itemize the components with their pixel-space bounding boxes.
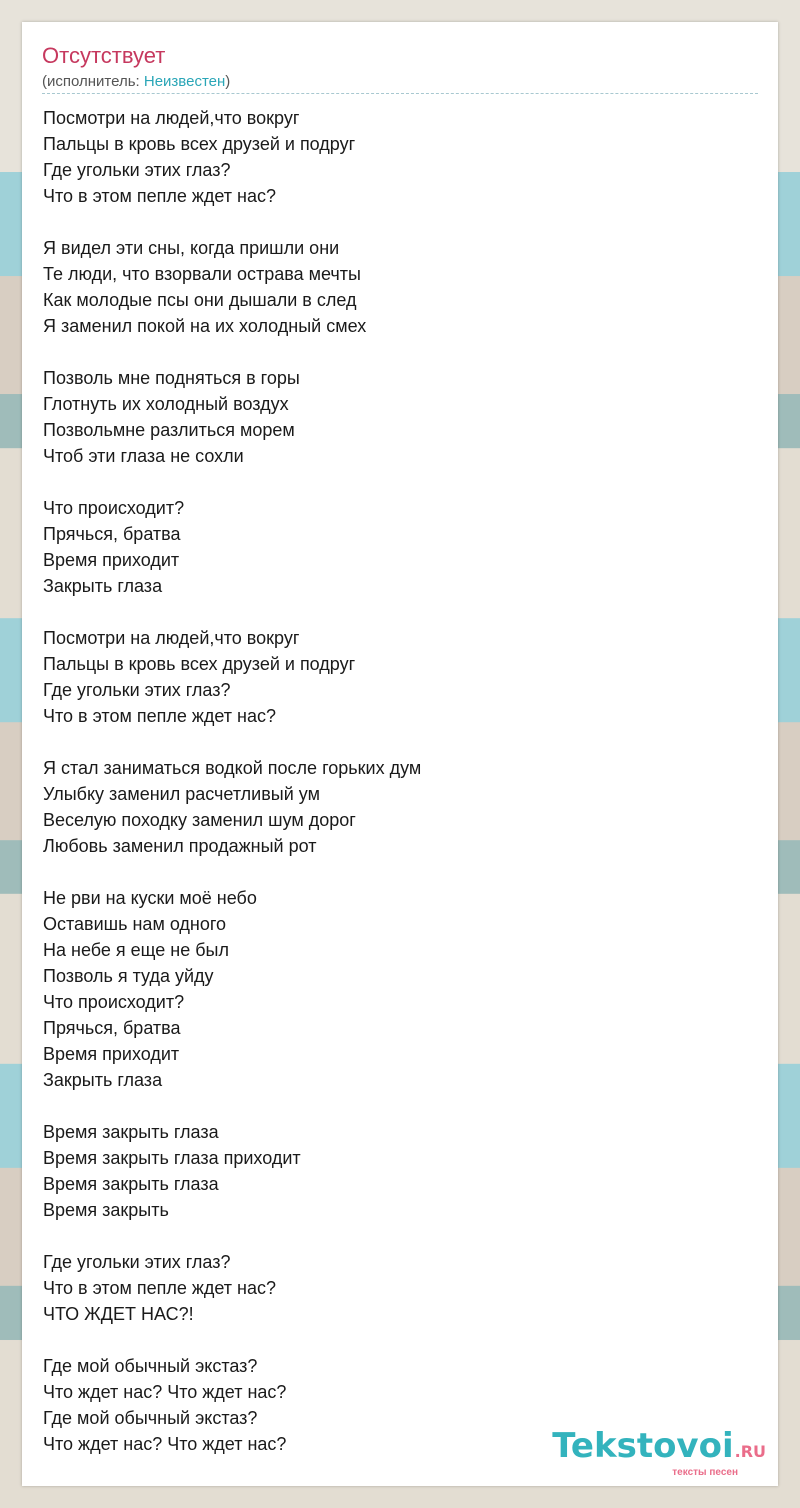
lyrics-line: Я видел эти сны, когда пришли они — [43, 238, 340, 258]
lyrics-line: Позвольмне разлиться морем — [43, 420, 295, 440]
lyrics-line: Где мой обычный экстаз? — [43, 1408, 258, 1428]
logo-tld: .RU — [734, 1442, 766, 1461]
lyrics-line: Время приходит — [43, 550, 180, 570]
lyrics-line: Где угольки этих глаз? — [43, 1252, 231, 1272]
logo-tagline: тексты песен — [672, 1467, 738, 1478]
lyrics-line: Пальцы в кровь всех друзей и подруг — [43, 654, 356, 674]
lyrics-line: Как молодые псы они дышали в след — [43, 290, 357, 310]
lyrics-line: Что в этом пепле ждет нас? — [43, 186, 277, 206]
lyrics-stanza — [43, 495, 421, 599]
lyrics-line: Время приходит — [43, 1044, 180, 1064]
lyrics-stanza — [43, 235, 421, 339]
logo-name: Tekstovoi — [552, 1426, 734, 1466]
lyrics-line: Прячься, братва — [43, 524, 181, 544]
lyrics-line: Я заменил покой на их холодный смех — [43, 316, 367, 336]
lyrics-line: Оставишь нам одного — [43, 914, 227, 934]
song-title: Отсутствует — [42, 43, 166, 68]
lyrics-line: Позволь мне подняться в горы — [43, 368, 300, 388]
lyrics-line: Время закрыть — [43, 1200, 169, 1220]
title-divider — [42, 93, 758, 94]
lyrics-line: Время закрыть глаза — [43, 1122, 219, 1142]
lyrics-line: Время закрыть глаза приходит — [43, 1148, 301, 1168]
site-logo[interactable] — [552, 1428, 766, 1478]
artist-link[interactable]: Неизвестен — [143, 73, 226, 90]
lyrics-line: Где угольки этих глаз? — [43, 680, 231, 700]
lyrics-line: Пальцы в кровь всех друзей и подруг — [43, 134, 356, 154]
lyrics-line: Где угольки этих глаз? — [43, 160, 231, 180]
lyrics-line: Что ждет нас? Что ждет нас? — [43, 1434, 287, 1454]
performer-prefix: (исполнитель: — [42, 73, 144, 90]
lyrics-line: Где мой обычный экстаз? — [43, 1356, 258, 1376]
lyrics-line: Прячься, братва — [43, 1018, 181, 1038]
lyrics-card — [22, 22, 778, 1486]
logo-wordmark — [552, 1428, 766, 1470]
lyrics-line: Я стал заниматься водкой после горьких дум — [43, 758, 422, 778]
lyrics-line: Те люди, что взорвали острава мечты — [43, 264, 361, 284]
lyrics-text — [43, 105, 421, 1483]
lyrics-line: Посмотри на людей,что вокруг — [43, 108, 300, 128]
lyrics-line: Посмотри на людей,что вокруг — [43, 628, 300, 648]
lyrics-line: ЧТО ЖДЕТ НАС?! — [43, 1304, 194, 1324]
lyrics-stanza — [43, 625, 421, 729]
lyrics-line: Закрыть глаза — [43, 576, 163, 596]
lyrics-line: Что в этом пепле ждет нас? — [43, 706, 277, 726]
lyrics-line: Что происходит? — [43, 992, 185, 1012]
lyrics-line: Веселую походку заменил шум дорог — [43, 810, 356, 830]
lyrics-line: Что происходит? — [43, 498, 185, 518]
lyrics-line: Чтоб эти глаза не сохли — [43, 446, 244, 466]
performer-suffix: ) — [225, 73, 231, 90]
lyrics-line: Что в этом пепле ждет нас? — [43, 1278, 277, 1298]
lyrics-line: Улыбку заменил расчетливый ум — [43, 784, 320, 804]
lyrics-line: Закрыть глаза — [43, 1070, 163, 1090]
lyrics-line: Любовь заменил продажный рот — [43, 836, 317, 856]
lyrics-line: Что ждет нас? Что ждет нас? — [43, 1382, 287, 1402]
lyrics-line: Не рви на куски моё небо — [43, 888, 257, 908]
lyrics-line: Позволь я туда уйду — [43, 966, 214, 986]
lyrics-stanza — [43, 365, 421, 469]
lyrics-stanza — [43, 105, 421, 209]
lyrics-stanza — [43, 1119, 421, 1223]
lyrics-stanza — [43, 885, 421, 1093]
performer-line — [42, 72, 230, 92]
lyrics-line: На небе я еще не был — [43, 940, 229, 960]
lyrics-stanza — [43, 1353, 421, 1457]
lyrics-stanza — [43, 1249, 421, 1327]
lyrics-line: Время закрыть глаза — [43, 1174, 219, 1194]
lyrics-line: Глотнуть их холодный воздух — [43, 394, 289, 414]
lyrics-stanza — [43, 755, 421, 859]
